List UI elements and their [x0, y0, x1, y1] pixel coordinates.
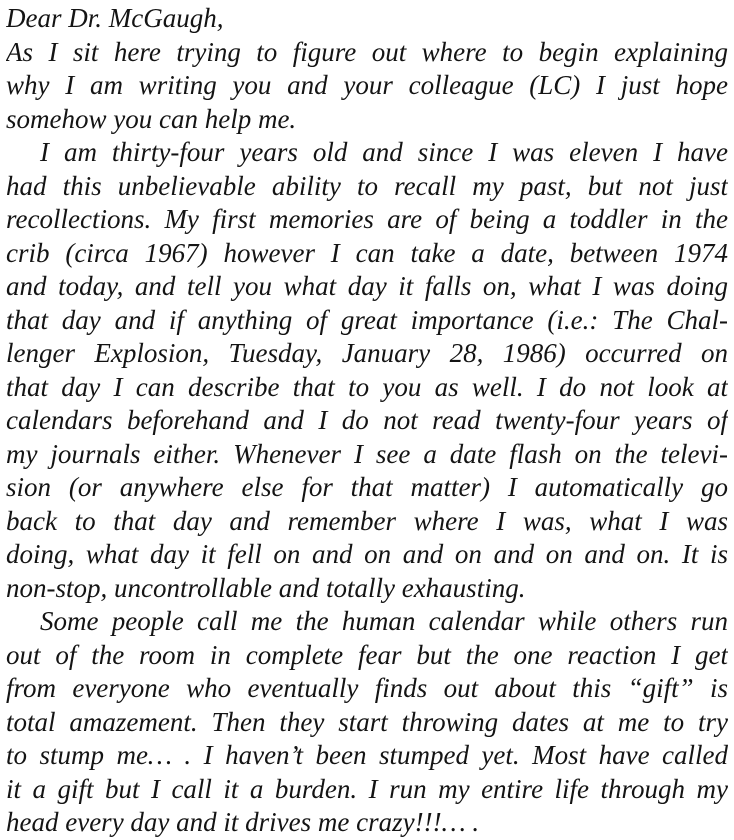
letter-line: As I sit here trying to figure out where to begin explaining: [6, 36, 728, 67]
salutation-line: Dear Dr. McGaugh,: [6, 3, 224, 33]
letter-line: from everyone who eventually finds out about this “gift” is: [6, 673, 728, 703]
letter-line: somehow you can help me.: [6, 103, 297, 134]
letter-line: that day and if anything of great importance (i.e.: The Chal-: [6, 304, 728, 335]
letter-lines: [6, 2, 728, 840]
letter-line: why I am writing you and your colleague (LC) I just hope: [6, 70, 728, 100]
letter-line: that day I can describe that to you as well. I do not look at: [6, 371, 728, 402]
letter-line: had this unbelievable ability to recall my past, but not just: [6, 170, 728, 201]
letter-line: sion (or anywhere else for that matter) I automatically go: [6, 472, 728, 502]
letter-line: non-stop, uncontrollable and totally exhausting.: [6, 572, 526, 603]
letter-line: calendars beforehand and I do not read twenty-four years of: [6, 405, 728, 435]
letter-line: my journals either. Whenever I see a date flash on the televi-: [6, 438, 728, 469]
letter-line: doing, what day it fell on and on and on and on and on. It is: [6, 539, 728, 569]
letter-line: back to that day and remember where I was, what I was: [6, 505, 728, 536]
letter-line: lenger Explosion, Tuesday, January 28, 1986) occurred on: [6, 338, 728, 368]
letter-line: out of the room in complete fear but the one reaction I get: [6, 639, 728, 670]
letter-line: it a gift but I call it a burden. I run my entire life through my: [6, 773, 728, 804]
letter-line: I am thirty-four years old and since I was eleven I have: [40, 137, 728, 167]
letter-line: crib (circa 1967) however I can take a date, between 1974: [6, 237, 728, 268]
letter-line: head every day and it drives me crazy!!!… .: [6, 807, 480, 837]
letter-line: Some people call me the human calendar while others run: [40, 606, 728, 636]
letter-line: to stump me… . I haven’t been stumped yet. Most have called: [6, 740, 728, 770]
letter-line: recollections. My first memories are of being a toddler in the: [6, 204, 728, 234]
letter-line: total amazement. Then they start throwing dates at me to try: [6, 706, 728, 737]
letter-line: and today, and tell you what day it falls on, what I was doing: [6, 271, 728, 301]
